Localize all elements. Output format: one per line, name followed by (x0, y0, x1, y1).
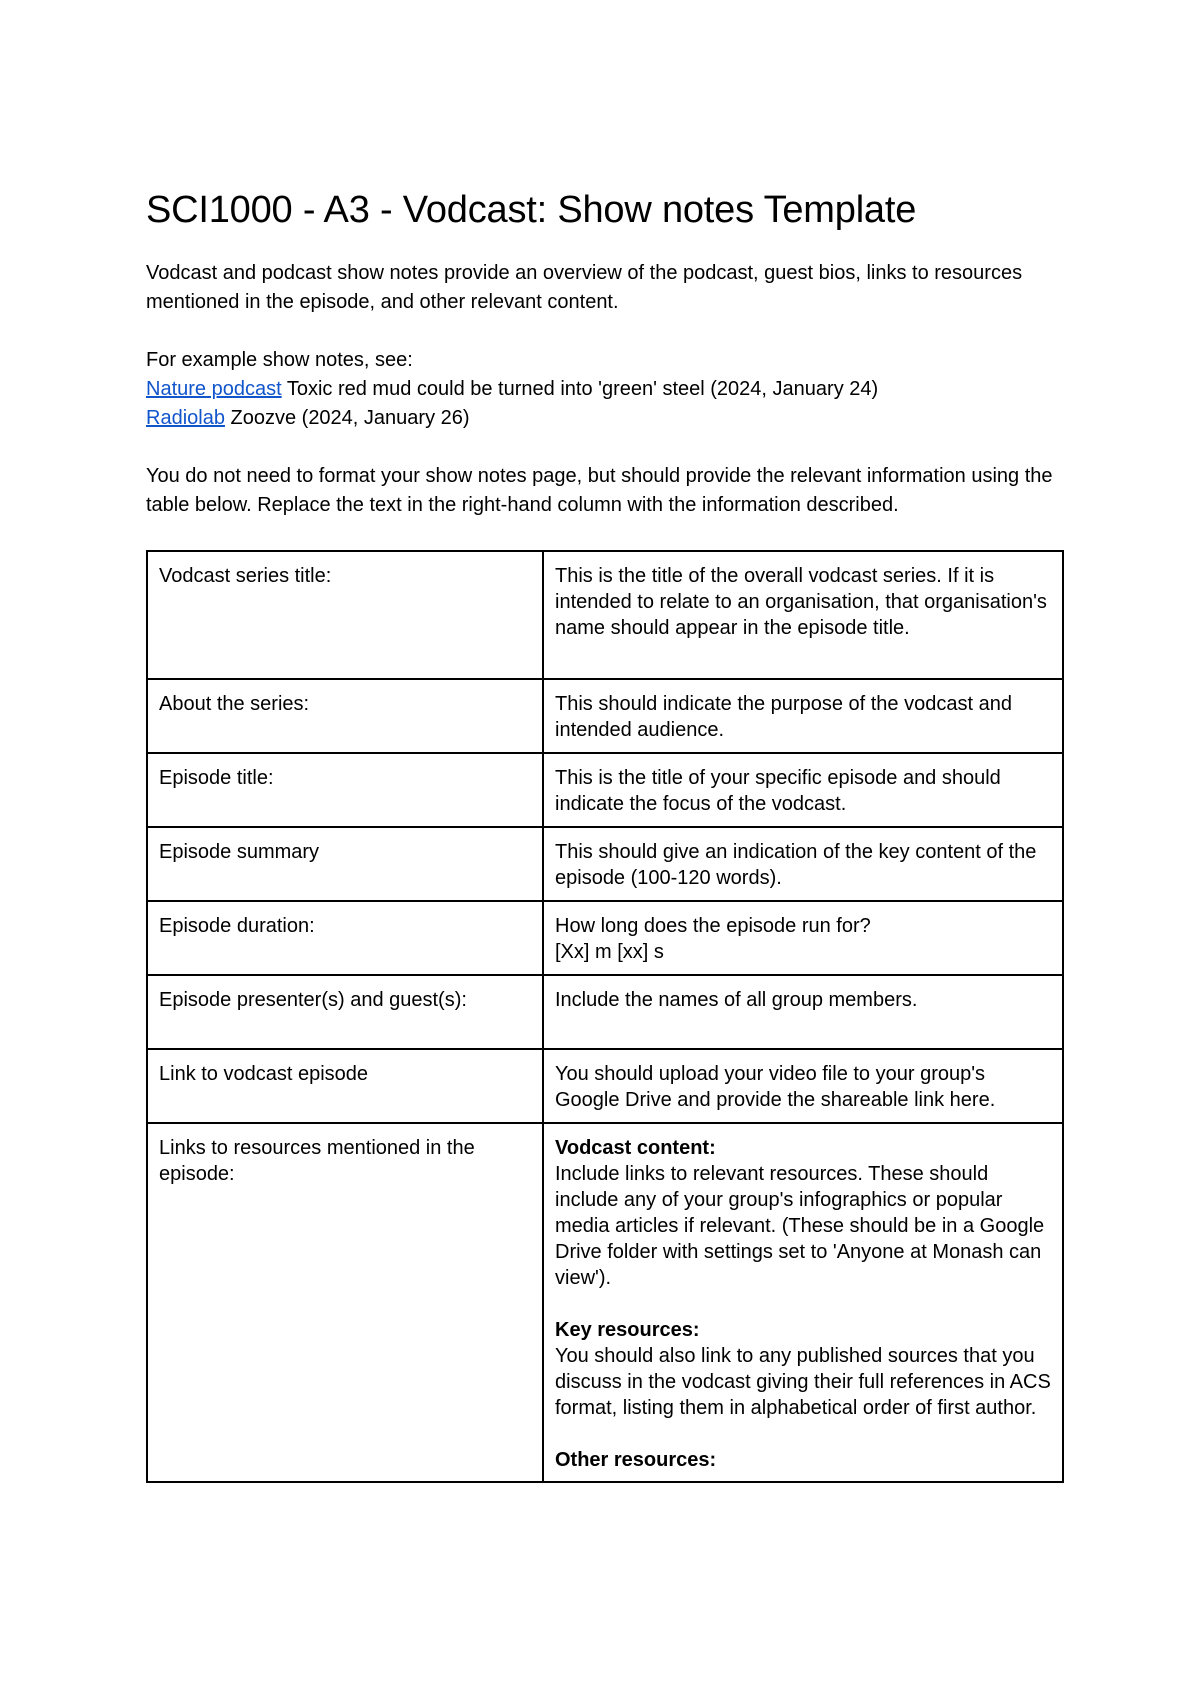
row-description (543, 1123, 1063, 1482)
row-description: Include the names of all group members. (543, 975, 1063, 1049)
row-description: This is the title of the overall vodcast series. If it is intended to relate to an organisation, that organisation's name should appear in the episode title. (543, 551, 1063, 679)
example-description: Toxic red mud could be turned into 'green' steel (2024, January 24) (281, 378, 879, 400)
row-label: Links to resources mentioned in the episode: (147, 1123, 543, 1482)
table-row (147, 753, 1063, 827)
duration-format: [Xx] m [xx] s (555, 941, 664, 963)
vodcast-content-text: Include links to relevant resources. These should include any of your group's infographics or popular media articles if relevant. (These should be in a Google Drive folder with settings set to 'Anyone at Monash can view'). (555, 1163, 1045, 1289)
radiolab-link[interactable]: Radiolab (146, 407, 225, 429)
table-row (147, 827, 1063, 901)
key-resources-heading: Key resources: (555, 1319, 700, 1341)
table-row (147, 1049, 1063, 1123)
row-label: Link to vodcast episode (147, 1049, 543, 1123)
instructions-paragraph: You do not need to format your show notes page, but should provide the relevant information using the table below. Replace the text in the right-hand column with the information described. (146, 465, 1053, 516)
table-row (147, 975, 1063, 1049)
document-page (146, 184, 1064, 1483)
row-label: Episode duration: (147, 901, 543, 975)
row-description: This should give an indication of the key content of the episode (100-120 words). (543, 827, 1063, 901)
page-title: SCI1000 - A3 - Vodcast: Show notes Template (146, 189, 917, 231)
example-item (146, 404, 1064, 433)
show-notes-table (146, 550, 1064, 1483)
example-item (146, 375, 1064, 404)
row-description: This should indicate the purpose of the vodcast and intended audience. (543, 679, 1063, 753)
table-row (147, 901, 1063, 975)
row-label: Episode title: (147, 753, 543, 827)
duration-question: How long does the episode run for? (555, 915, 871, 937)
example-description: Zoozve (2024, January 26) (224, 407, 470, 429)
table-row (147, 551, 1063, 679)
examples-block (146, 346, 1064, 433)
row-description (543, 901, 1063, 975)
row-description: This is the title of your specific episode and should indicate the focus of the vodcast. (543, 753, 1063, 827)
key-resources-text: You should also link to any published sources that you discuss in the vodcast giving their full references in ACS format, listing them in alphabetical order of first author. (555, 1345, 1051, 1419)
row-label: Vodcast series title: (147, 551, 543, 679)
other-resources-heading: Other resources: (555, 1449, 717, 1471)
row-description: You should upload your video file to your group's Google Drive and provide the shareable link here. (543, 1049, 1063, 1123)
intro-paragraph: Vodcast and podcast show notes provide an overview of the podcast, guest bios, links to resources mentioned in the episode, and other relevant content. (146, 262, 1023, 313)
examples-lead: For example show notes, see: (146, 349, 413, 371)
row-label: About the series: (147, 679, 543, 753)
spacer (555, 1421, 1051, 1447)
vodcast-content-heading: Vodcast content: (555, 1137, 716, 1159)
row-label: Episode presenter(s) and guest(s): (147, 975, 543, 1049)
row-label: Episode summary (147, 827, 543, 901)
table-row (147, 679, 1063, 753)
spacer (555, 1291, 1051, 1317)
table-row (147, 1123, 1063, 1482)
nature-podcast-link[interactable]: Nature podcast (146, 378, 282, 400)
